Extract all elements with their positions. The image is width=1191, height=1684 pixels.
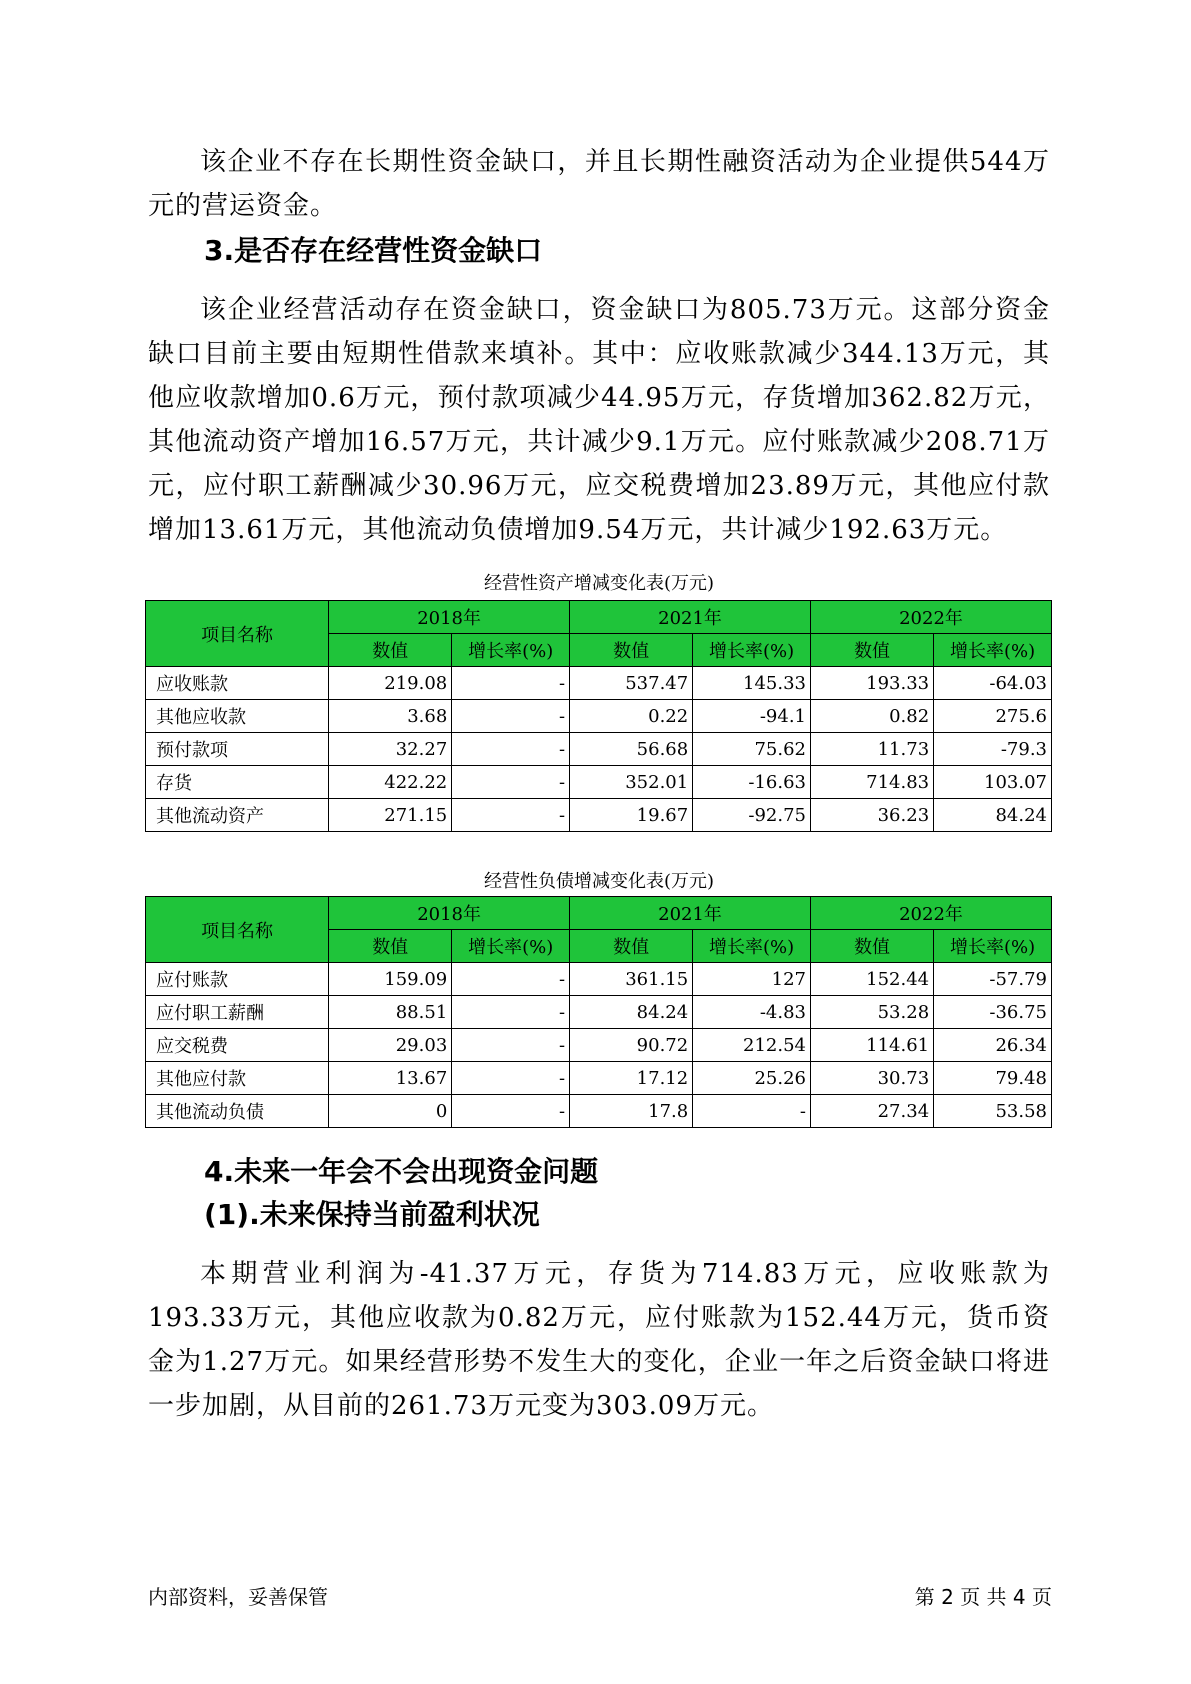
value-cell: 27.34 <box>811 1095 934 1128</box>
paragraph-operating-gap: 该企业经营活动存在资金缺口，资金缺口为805.73万元。这部分资金缺口目前主要由短期性借款来填补。其中：应收账款减少344.13万元，其他应收款增加0.6万元，预付款项减少44.95万元，存货增加362.82万元，其他流动资产增加16.57万元，共计减少9.1万元。应付账款减少208.71万元，应付职工薪酬减少30.96万元，应交税费增加23.89万元，其他应付款增加13.61万元，其他流动负债增加9.54万元，共计减少192.63万元。 <box>148 295 1050 545</box>
section-heading-operating-gap: 3.是否存在经营性资金缺口 <box>204 234 543 267</box>
column-header-growth: 增长率(%) <box>934 634 1052 667</box>
value-cell: 29.03 <box>329 1029 452 1062</box>
value-cell: 0 <box>329 1095 452 1128</box>
table-caption-liabilities: 经营性负债增减变化表(万元) <box>483 871 715 892</box>
value-cell: 537.47 <box>570 667 693 700</box>
value-cell: -4.83 <box>693 996 811 1029</box>
column-header-value: 数值 <box>811 930 934 963</box>
table-row <box>146 766 1052 799</box>
column-header-value: 数值 <box>570 930 693 963</box>
value-cell: 53.58 <box>934 1095 1052 1128</box>
row-label-cell: 应交税费 <box>146 1029 329 1062</box>
value-cell: 0.82 <box>811 700 934 733</box>
value-cell: 275.6 <box>934 700 1052 733</box>
value-cell: -79.3 <box>934 733 1052 766</box>
row-label-cell: 其他应收款 <box>146 700 329 733</box>
value-cell: - <box>452 1095 570 1128</box>
column-header-year: 2021年 <box>570 897 811 930</box>
value-cell: 17.8 <box>570 1095 693 1128</box>
row-label-cell: 预付款项 <box>146 733 329 766</box>
row-label-cell: 其他流动资产 <box>146 799 329 832</box>
value-cell: - <box>452 1029 570 1062</box>
value-cell: - <box>452 766 570 799</box>
value-cell: 25.26 <box>693 1062 811 1095</box>
value-cell: -16.63 <box>693 766 811 799</box>
value-cell: 271.15 <box>329 799 452 832</box>
value-cell: -94.1 <box>693 700 811 733</box>
value-cell: -36.75 <box>934 996 1052 1029</box>
value-cell: 88.51 <box>329 996 452 1029</box>
value-cell: 193.33 <box>811 667 934 700</box>
row-label-cell: 应付账款 <box>146 963 329 996</box>
value-cell: 219.08 <box>329 667 452 700</box>
column-header-item: 项目名称 <box>146 601 329 667</box>
row-label-cell: 其他流动负债 <box>146 1095 329 1128</box>
value-cell: 0.22 <box>570 700 693 733</box>
value-cell: 84.24 <box>570 996 693 1029</box>
table-row <box>146 1029 1052 1062</box>
column-header-value: 数值 <box>570 634 693 667</box>
table-caption-assets: 经营性资产增减变化表(万元) <box>483 573 715 594</box>
value-cell: 53.28 <box>811 996 934 1029</box>
value-cell: 30.73 <box>811 1062 934 1095</box>
subsection-heading-current-profit: (1).未来保持当前盈利状况 <box>204 1198 540 1231</box>
value-cell: 422.22 <box>329 766 452 799</box>
value-cell: - <box>452 700 570 733</box>
column-header-growth: 增长率(%) <box>452 930 570 963</box>
row-label-cell: 其他应付款 <box>146 1062 329 1095</box>
section-heading-future-funding: 4.未来一年会不会出现资金问题 <box>204 1155 599 1188</box>
value-cell: 56.68 <box>570 733 693 766</box>
value-cell: 714.83 <box>811 766 934 799</box>
value-cell: 352.01 <box>570 766 693 799</box>
row-label-cell: 应收账款 <box>146 667 329 700</box>
column-header-item: 项目名称 <box>146 897 329 963</box>
value-cell: 361.15 <box>570 963 693 996</box>
table-row <box>146 799 1052 832</box>
value-cell: 114.61 <box>811 1029 934 1062</box>
value-cell: -92.75 <box>693 799 811 832</box>
value-cell: 127 <box>693 963 811 996</box>
value-cell: - <box>452 963 570 996</box>
value-cell: 17.12 <box>570 1062 693 1095</box>
table-row <box>146 963 1052 996</box>
value-cell: 212.54 <box>693 1029 811 1062</box>
value-cell: -57.79 <box>934 963 1052 996</box>
column-header-growth: 增长率(%) <box>934 930 1052 963</box>
table-row <box>146 1095 1052 1128</box>
value-cell: 75.62 <box>693 733 811 766</box>
paragraph-future-outlook: 本期营业利润为-41.37万元，存货为714.83万元，应收账款为193.33万元，其他应收款为0.82万元，应付账款为152.44万元，货币资金为1.27万元。如果经营形势不发生大的变化，企业一年之后资金缺口将进一步加剧，从目前的261.73万元变为303.09万元。 <box>148 1259 1050 1421</box>
table-row <box>146 1062 1052 1095</box>
table-row <box>146 733 1052 766</box>
table-row <box>146 700 1052 733</box>
value-cell: - <box>693 1095 811 1128</box>
column-header-growth: 增长率(%) <box>693 930 811 963</box>
paragraph-long-term-funding: 该企业不存在长期性资金缺口，并且长期性融资活动为企业提供544万元的营运资金。 <box>148 147 1050 221</box>
column-header-year: 2018年 <box>329 601 570 634</box>
column-header-year: 2021年 <box>570 601 811 634</box>
value-cell: 32.27 <box>329 733 452 766</box>
value-cell: - <box>452 1062 570 1095</box>
value-cell: 159.09 <box>329 963 452 996</box>
value-cell: 90.72 <box>570 1029 693 1062</box>
column-header-year: 2022年 <box>811 897 1052 930</box>
value-cell: -64.03 <box>934 667 1052 700</box>
footer-page-number: 第 2 页 共 4 页 <box>914 1585 1052 1609</box>
column-header-value: 数值 <box>329 634 452 667</box>
row-label-cell: 存货 <box>146 766 329 799</box>
value-cell: - <box>452 996 570 1029</box>
value-cell: 26.34 <box>934 1029 1052 1062</box>
table-row <box>146 996 1052 1029</box>
table-row <box>146 667 1052 700</box>
value-cell: 11.73 <box>811 733 934 766</box>
row-label-cell: 应付职工薪酬 <box>146 996 329 1029</box>
value-cell: 13.67 <box>329 1062 452 1095</box>
value-cell: 145.33 <box>693 667 811 700</box>
footer-confidential-note: 内部资料，妥善保管 <box>148 1585 328 1609</box>
column-header-growth: 增长率(%) <box>693 634 811 667</box>
value-cell: 79.48 <box>934 1062 1052 1095</box>
value-cell: - <box>452 799 570 832</box>
column-header-growth: 增长率(%) <box>452 634 570 667</box>
column-header-value: 数值 <box>329 930 452 963</box>
value-cell: 19.67 <box>570 799 693 832</box>
value-cell: 3.68 <box>329 700 452 733</box>
operating-liabilities-table <box>145 896 1052 1128</box>
value-cell: 152.44 <box>811 963 934 996</box>
column-header-year: 2022年 <box>811 601 1052 634</box>
value-cell: - <box>452 667 570 700</box>
value-cell: 36.23 <box>811 799 934 832</box>
value-cell: 103.07 <box>934 766 1052 799</box>
value-cell: - <box>452 733 570 766</box>
operating-assets-table <box>145 600 1052 832</box>
column-header-value: 数值 <box>811 634 934 667</box>
column-header-year: 2018年 <box>329 897 570 930</box>
value-cell: 84.24 <box>934 799 1052 832</box>
